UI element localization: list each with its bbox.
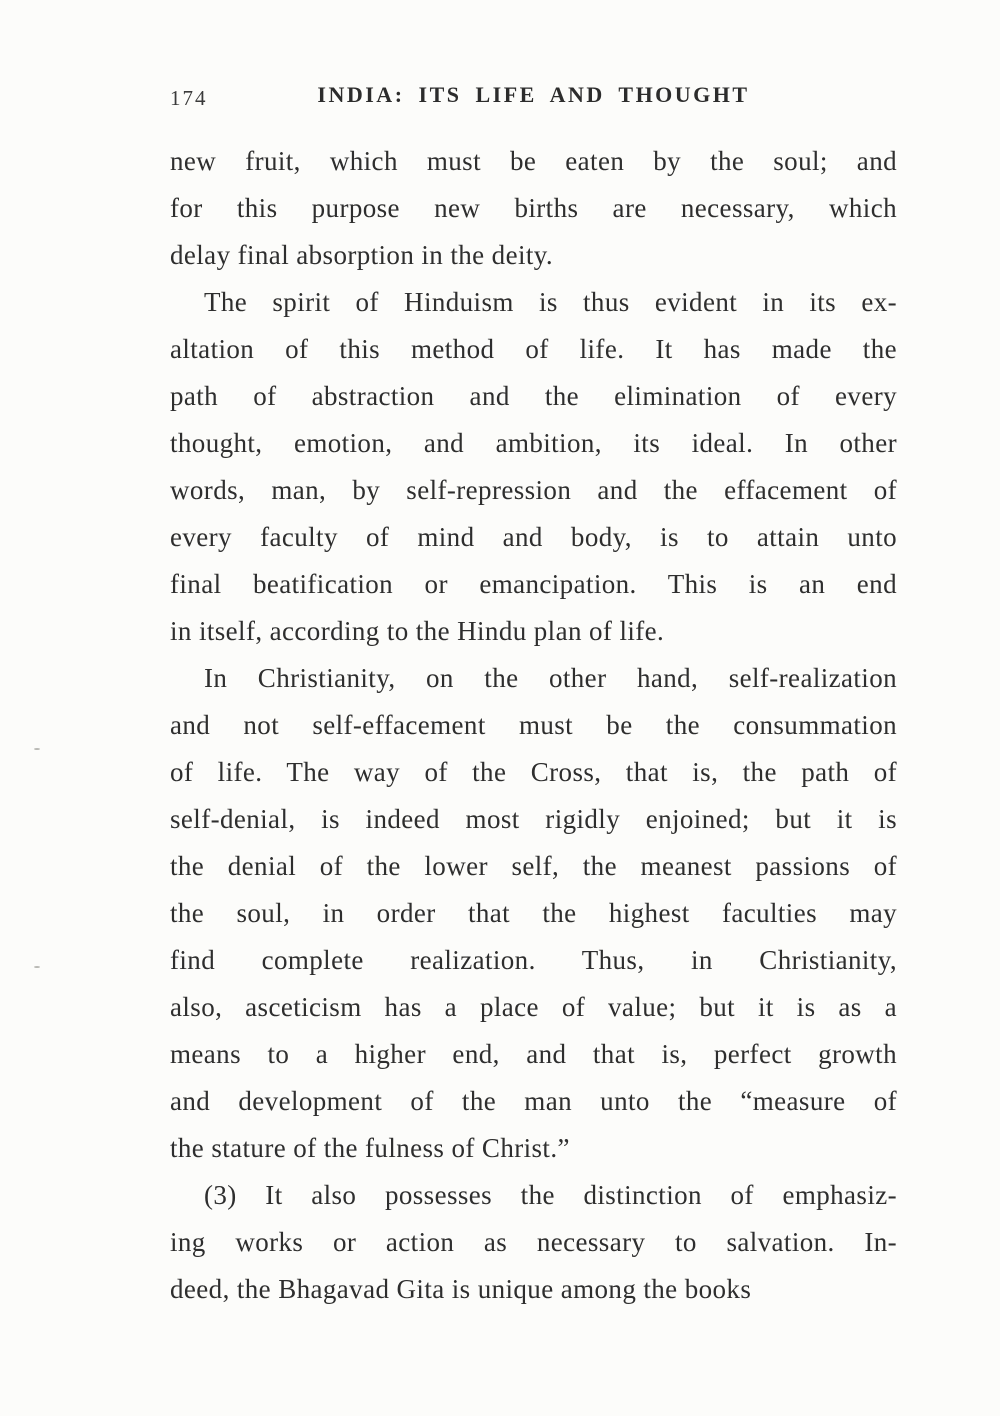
text-line: altation of this method of life. It has made the (170, 334, 897, 364)
page-header (170, 82, 897, 116)
text-line: the denial of the lower self, the meanest passions of (170, 851, 897, 881)
text-line: the stature of the fulness of Christ.” (170, 1133, 570, 1163)
text-line: new fruit, which must be eaten by the soul; and (170, 146, 897, 176)
text-line: deed, the Bhagavad Gita is unique among the books (170, 1274, 752, 1304)
text-line: delay final absorption in the deity. (170, 240, 554, 270)
header-title: INDIA: ITS LIFE AND THOUGHT (317, 82, 750, 107)
text-line: means to a higher end, and that is, perfect growth (170, 1039, 897, 1069)
text-line: and development of the man unto the “measure of (170, 1086, 897, 1116)
text-line: words, man, by self-repression and the effacement of (170, 475, 897, 505)
paragraph (170, 1172, 897, 1313)
text-line: of life. The way of the Cross, that is, the path of (170, 757, 897, 787)
text-line: path of abstraction and the elimination of every (170, 381, 897, 411)
scan-artifact (34, 966, 40, 968)
text-line: and not self-effacement must be the consummation (170, 710, 897, 740)
text-line: for this purpose new births are necessary, which (170, 193, 897, 223)
text-line: self-denial, is indeed most rigidly enjoined; but it is (170, 804, 897, 834)
text-line: In Christianity, on the other hand, self-realization (204, 663, 897, 693)
text-line: in itself, according to the Hindu plan of life. (170, 616, 665, 646)
page-number: 174 (170, 86, 208, 110)
text-line: ing works or action as necessary to salvation. In- (170, 1227, 897, 1257)
text-line: find complete realization. Thus, in Christianity, (170, 945, 897, 975)
text-line: thought, emotion, and ambition, its ideal. In other (170, 428, 897, 458)
paragraph (170, 138, 897, 279)
scan-artifact (34, 748, 40, 750)
page-body (170, 138, 897, 1313)
text-line: (3) It also possesses the distinction of emphasiz- (204, 1180, 897, 1210)
text-line: final beatification or emancipation. This is an end (170, 569, 897, 599)
text-line: the soul, in order that the highest faculties may (170, 898, 897, 928)
text-line: The spirit of Hinduism is thus evident in its ex- (204, 287, 897, 317)
paragraph (170, 279, 897, 655)
text-line: also, asceticism has a place of value; but it is as a (170, 992, 897, 1022)
paragraph (170, 655, 897, 1172)
text-line: every faculty of mind and body, is to attain unto (170, 522, 897, 552)
